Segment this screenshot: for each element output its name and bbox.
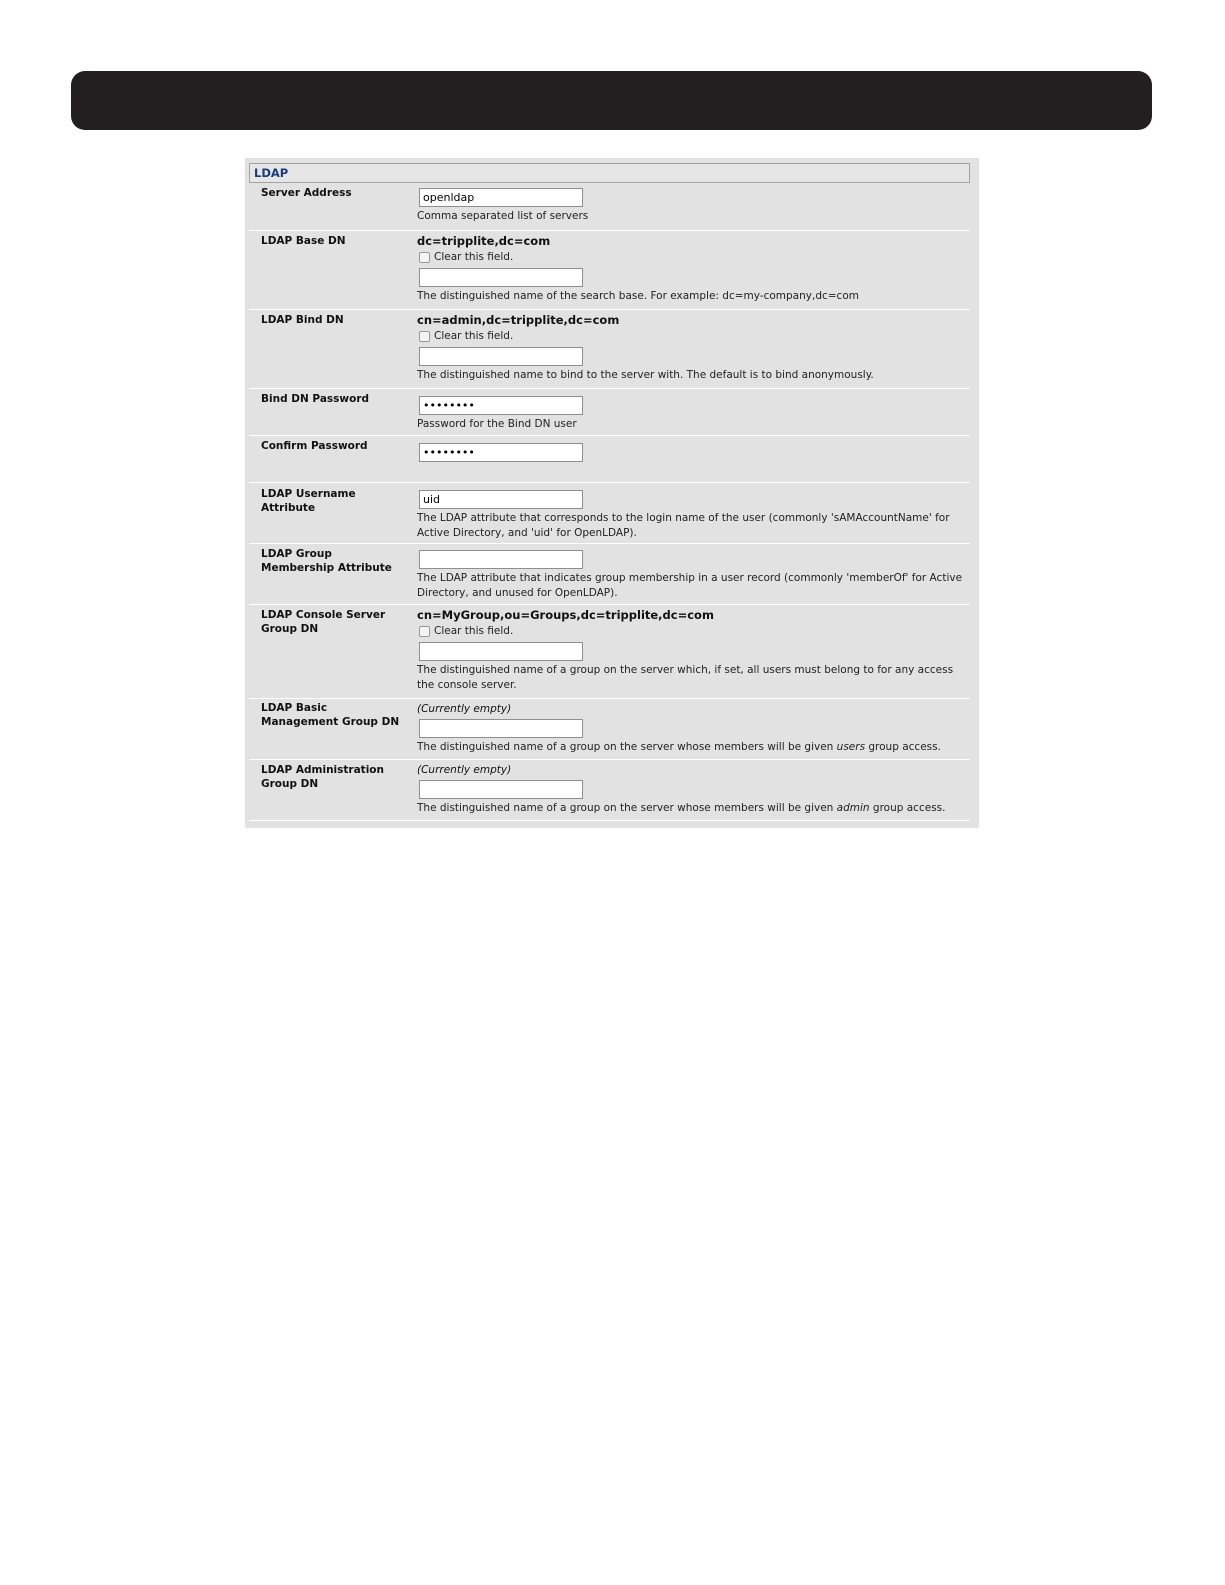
console-group-label: LDAP Console Server Group DN [261, 609, 386, 635]
base-dn-input[interactable] [419, 268, 583, 287]
admin-group-current: (Currently empty) [417, 764, 512, 776]
bind-password-input[interactable]: •••••••• [419, 396, 583, 415]
basic-group-help: The distinguished name of a group on the server whose members will be given users group access. [417, 741, 941, 753]
server-address-input[interactable]: openldap [419, 188, 583, 207]
username-attribute-help: The LDAP attribute that corresponds to the login name of the user (commonly 'sAMAccountName' for Active Directory, and 'uid' for OpenLDAP). [417, 512, 950, 539]
group-membership-help: The LDAP attribute that indicates group membership in a user record (commonly 'memberOf' for Active Directory, and unused for OpenLDAP). [417, 572, 963, 599]
row-confirm-password [249, 437, 970, 483]
server-address-label: Server Address [261, 187, 352, 199]
base-dn-current: dc=tripplite,dc=com [417, 234, 551, 248]
console-group-clear-checkbox[interactable] [419, 626, 430, 637]
row-console-server-group-dn [249, 606, 970, 699]
bind-dn-input[interactable] [419, 347, 583, 366]
bind-dn-clear-label: Clear this field. [434, 330, 514, 342]
admin-group-help: The distinguished name of a group on the server whose members will be given admin group access. [417, 802, 946, 814]
confirm-password-input[interactable]: •••••••• [419, 443, 583, 462]
console-group-clear[interactable] [417, 624, 965, 638]
row-basic-management-group-dn [249, 700, 970, 760]
basic-group-input[interactable] [419, 719, 583, 738]
bind-dn-label: LDAP Bind DN [261, 314, 344, 326]
base-dn-label: LDAP Base DN [261, 235, 346, 247]
console-group-current: cn=MyGroup,ou=Groups,dc=tripplite,dc=com [417, 608, 714, 622]
bind-dn-help: The distinguished name to bind to the server with. The default is to bind anonymously. [417, 369, 874, 381]
bind-password-label: Bind DN Password [261, 393, 370, 405]
row-base-dn [249, 232, 970, 310]
admin-group-input[interactable] [419, 780, 583, 799]
server-address-help: Comma separated list of servers [417, 210, 589, 222]
base-dn-clear-checkbox[interactable] [419, 252, 430, 263]
admin-group-help-emphasis: admin [836, 802, 870, 814]
row-server-address [249, 186, 970, 231]
basic-group-help-emphasis: users [836, 741, 866, 753]
bind-dn-clear-checkbox[interactable] [419, 331, 430, 342]
admin-group-label: LDAP Administration Group DN [261, 764, 384, 790]
username-attribute-input[interactable]: uid [419, 490, 583, 509]
console-group-help: The distinguished name of a group on the server which, if set, all users must belong to for any access the console server. [417, 664, 954, 691]
basic-group-label: LDAP Basic Management Group DN [261, 702, 400, 728]
group-membership-input[interactable] [419, 550, 583, 569]
base-dn-help: The distinguished name of the search base. For example: dc=my-company,dc=com [417, 290, 859, 302]
bind-password-help: Password for the Bind DN user [417, 418, 577, 430]
bind-dn-clear[interactable] [417, 329, 965, 343]
top-banner [71, 71, 1152, 130]
row-administration-group-dn [249, 761, 970, 821]
confirm-password-label: Confirm Password [261, 440, 368, 452]
base-dn-clear-label: Clear this field. [434, 251, 514, 263]
row-username-attribute [249, 484, 970, 544]
console-group-input[interactable] [419, 642, 583, 661]
row-group-membership-attribute [249, 545, 970, 605]
row-bind-dn [249, 311, 970, 389]
username-attribute-label: LDAP Username Attribute [261, 488, 356, 514]
group-membership-label: LDAP Group Membership Attribute [261, 548, 392, 574]
basic-group-current: (Currently empty) [417, 703, 512, 715]
ldap-panel [245, 158, 979, 828]
section-header: LDAP [249, 163, 970, 183]
bind-dn-current: cn=admin,dc=tripplite,dc=com [417, 313, 620, 327]
base-dn-clear[interactable] [417, 250, 965, 264]
console-group-clear-label: Clear this field. [434, 625, 514, 637]
row-bind-password [249, 390, 970, 436]
